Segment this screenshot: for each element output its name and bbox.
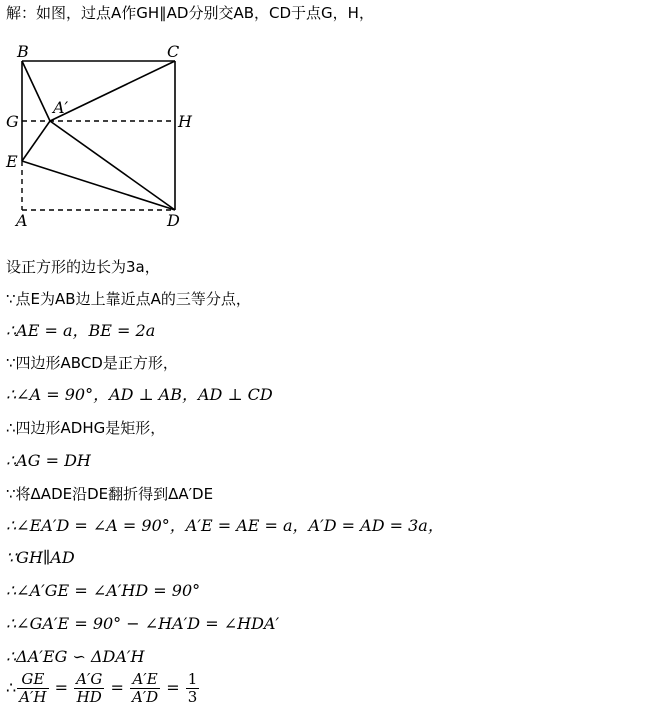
label-e: E bbox=[6, 152, 18, 171]
segment-b-aprime bbox=[22, 61, 50, 121]
label-g: G bbox=[6, 112, 19, 131]
geometry-figure bbox=[0, 36, 200, 236]
segment-aprime-d bbox=[50, 121, 175, 210]
fraction-ae-ad: $\frac{A'E}{A'D}$ bbox=[131, 670, 159, 706]
label-h: H bbox=[178, 112, 192, 131]
segment-e-d bbox=[22, 161, 175, 210]
step-5: ∴∠A = 90°，AD ⊥ AB，AD ⊥ CD bbox=[6, 385, 273, 404]
therefore-symbol: ∴ bbox=[6, 678, 17, 697]
intro-text: 解：如图，过点A作GH∥AD分别交AB，CD于点G，H， bbox=[6, 4, 374, 22]
label-b: B bbox=[17, 42, 29, 61]
step-12: ∴∠GA′E = 90° − ∠HA′D = ∠HDA′ bbox=[6, 614, 280, 633]
equals-3: = bbox=[166, 678, 180, 697]
step-9: ∴∠EA′D = ∠A = 90°，A′E = AE = a，A′D = AD = 3a， bbox=[6, 516, 444, 535]
equals-1: = bbox=[54, 678, 69, 697]
step-3: ∴AE = a，BE = 2a bbox=[6, 321, 156, 340]
fraction-ag-hd: $\frac{A'G}{HD}$ bbox=[76, 670, 103, 706]
label-a: A bbox=[16, 211, 28, 230]
fraction-one-third: $\frac{1}{3}$ bbox=[187, 670, 198, 706]
step-13: ∴ΔA′EG ∽ ΔDA′H bbox=[6, 647, 145, 666]
label-d: D bbox=[167, 211, 180, 230]
label-a-prime: A′ bbox=[53, 98, 69, 117]
step-10: ∵GH∥AD bbox=[6, 548, 75, 567]
final-ratio bbox=[6, 670, 200, 706]
step-8: ∵将ΔADE沿DE翻折得到ΔA′DE bbox=[6, 485, 214, 503]
label-c: C bbox=[167, 42, 180, 61]
step-7: ∴AG = DH bbox=[6, 451, 91, 470]
fraction-ge-ah: $\frac{GE}{A'H}$ bbox=[19, 670, 47, 706]
segment-e-aprime bbox=[22, 121, 50, 161]
step-1: 设正方形的边长为3a， bbox=[6, 258, 160, 276]
step-6: ∴四边形ADHG是矩形， bbox=[6, 419, 166, 437]
step-4: ∵四边形ABCD是正方形， bbox=[6, 354, 178, 372]
segment-c-aprime bbox=[50, 61, 175, 121]
step-2: ∵点E为AB边上靠近点A的三等分点， bbox=[6, 290, 251, 308]
equals-2: = bbox=[110, 678, 124, 697]
step-11: ∴∠A′GE = ∠A′HD = 90° bbox=[6, 581, 201, 600]
